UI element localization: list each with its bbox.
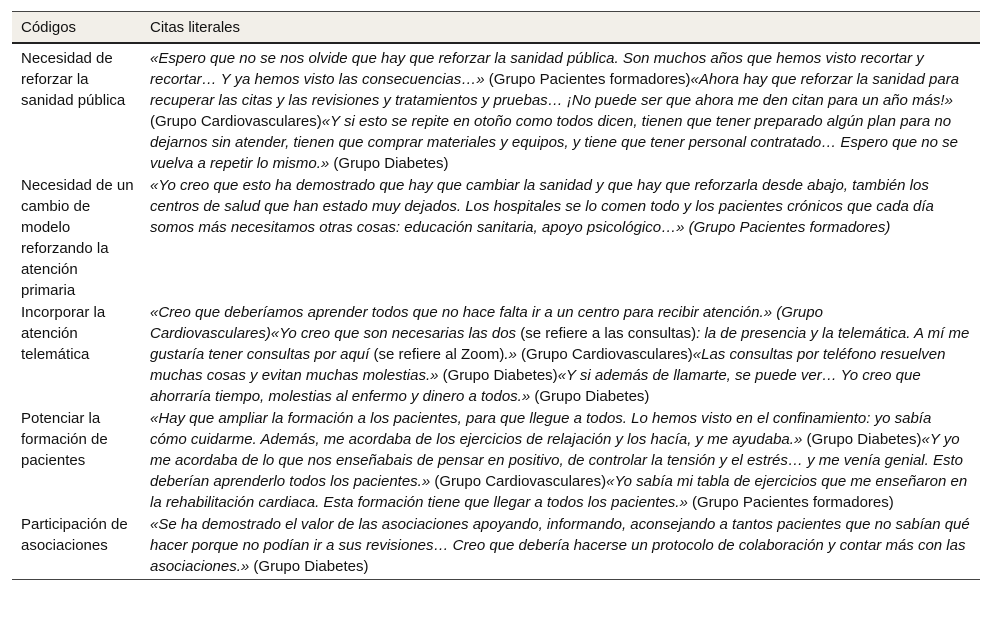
group-attribution: (Grupo Cardiovasculares) xyxy=(521,346,693,363)
group-attribution: (Grupo Pacientes formadores) xyxy=(692,494,894,511)
group-attribution: (Grupo Diabetes) xyxy=(442,367,558,384)
header-quotes: Citas literales xyxy=(150,18,241,36)
table-row xyxy=(12,175,980,302)
quote-cell xyxy=(150,514,980,577)
quote-text: «Espero que no se nos olvide que hay que reforzar la sanidad pública. Son muchos años que hemos visto recortar y recortar… Y ya hemos visto las consecuencias…» xyxy=(150,50,924,88)
group-attribution: (Grupo Diabetes) xyxy=(333,155,449,172)
group-attribution: (Grupo Diabetes) xyxy=(534,388,650,405)
citations-table xyxy=(12,11,980,580)
quote-text: «Y yo me acordaba de lo que nos enseñabais de pensar en positivo, de controlar la tensión y el estrés… y me venía genial. Esto deberían aprenderlo todos los pacientes.» xyxy=(150,431,963,490)
header-codes: Códigos xyxy=(21,18,77,36)
group-attribution: (Grupo Diabetes) xyxy=(806,431,922,448)
quote-cell xyxy=(150,48,980,174)
code-cell: Participación de asociaciones xyxy=(21,516,128,554)
table-row xyxy=(12,302,980,408)
table-row xyxy=(12,48,980,175)
table-bottom-rule xyxy=(12,579,980,580)
code-cell: Necesidad de un cambio de modelo reforzando la atención primaria xyxy=(21,177,134,299)
code-cell: Potenciar la formación de pacientes xyxy=(21,410,108,469)
quote-text: «Y si esto se repite en otoño como todos dicen, tienen que tener preparado algún plan para no dejarnos sin atender, tienen que comprar materiales y equipos, y tiene que tener personal contratado… Espero que no se vuelva a repetir lo mismo.» xyxy=(150,113,959,172)
table-header xyxy=(12,11,980,44)
quote-text: .» xyxy=(504,346,522,363)
code-cell: Incorporar la atención telemática xyxy=(21,304,106,363)
quote-text: «Y si además de llamarte, se puede ver… Yo creo que ahorraría tiempo, molestias al enfermo y dinero a todos.» xyxy=(150,367,921,405)
table-row xyxy=(12,514,980,578)
group-attribution: (Grupo Pacientes formadores) xyxy=(488,71,691,88)
table-row xyxy=(12,408,980,514)
table-body xyxy=(12,44,980,578)
code-cell: Necesidad de reforzar la sanidad pública xyxy=(21,50,126,109)
quote-text: «Hay que ampliar la formación a los pacientes, para que llegue a todos. Lo hemos visto en el confinamiento: yo sabía cómo cuidarme. Además, me acordaba de los ejercicios de relajación y los hacía, y me ayudaba.» xyxy=(150,410,932,448)
quote-text: «Yo sabía mi tabla de ejercicios que me enseñaron en la rehabilitación cardiaca. Esta formación tiene que llegar a todos los pacientes.» xyxy=(150,473,968,511)
quote-cell xyxy=(150,408,980,513)
group-attribution: (se refiere al Zoom) xyxy=(373,346,505,363)
quote-cell xyxy=(150,302,980,407)
quote-text: «Yo creo que esto ha demostrado que hay que cambiar la sanidad y que hay que reforzarla desde abajo, también los centros de salud que han estado muy dejados. Los hospitales se lo comen todo y los pacientes crónicos que cada día somos más necesitamos otras cosas: educación sanitaria, apoyo psicológico…» (Grupo Pacientes formadores) xyxy=(150,177,934,236)
group-attribution: (Grupo Cardiovasculares) xyxy=(150,113,322,130)
quote-text: «Ahora hay que reforzar la sanidad para recuperar las citas y las revisiones y tratamientos y pruebas… ¡No puede ser que ahora me den citan para un año más!» xyxy=(150,71,960,109)
quote-text: : la de presencia y la telemática. A mí me gustaría tener consultas por aquí xyxy=(150,325,970,363)
quote-cell xyxy=(150,175,980,301)
group-attribution: (se refiere a las consultas) xyxy=(520,325,697,342)
group-attribution: (Grupo Cardiovasculares) xyxy=(434,473,607,490)
quote-text: «Las consultas por teléfono resuelven muchas cosas y evitan muchas molestias.» xyxy=(150,346,946,384)
group-attribution: (Grupo Diabetes) xyxy=(253,558,369,575)
quote-text: «Creo que deberíamos aprender todos que no hace falta ir a un centro para recibir atención.» (Grupo Cardiovasculares)«Yo creo que son necesarias las dos xyxy=(150,304,823,342)
quote-text: «Se ha demostrado el valor de las asociaciones apoyando, informando, aconsejando a tantos pacientes que no sabían qué hacer porque no podían ir a sus revisiones… Creo que debería hacerse un protocolo de colaboración y contar más con las asociaciones.» xyxy=(150,516,970,575)
